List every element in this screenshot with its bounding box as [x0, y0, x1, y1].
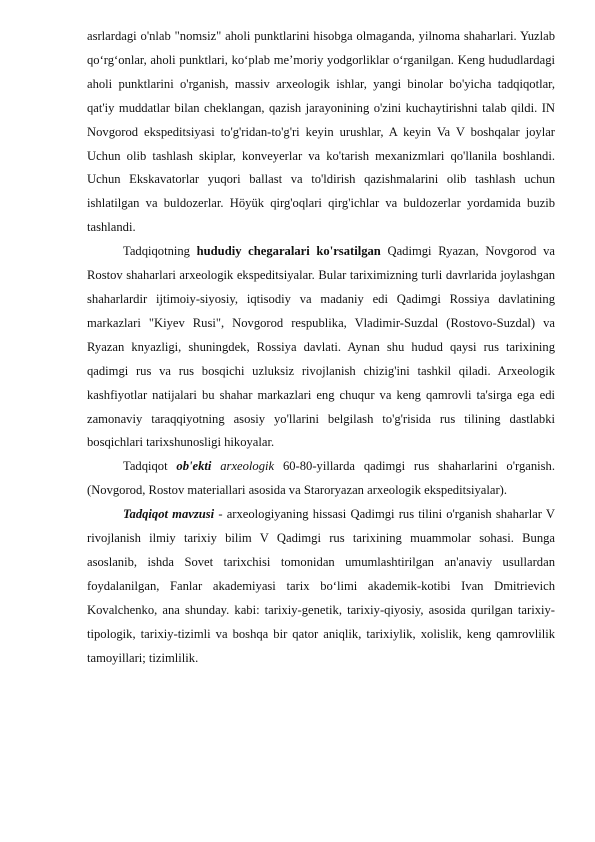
paragraph-1	[87, 25, 555, 240]
paragraph-4	[87, 503, 555, 670]
paragraph-2-lead: Tadqiqotning	[123, 244, 197, 259]
paragraph-3-term: ob'ekti	[176, 459, 212, 474]
paragraph-3	[87, 455, 555, 503]
document-page	[87, 25, 555, 670]
paragraph-2	[87, 240, 555, 455]
paragraph-2-body: Qadimgi Ryazan, Novgorod va Rostov shaharlari arxeologik ekspeditsiyalar. Bular tariximizning turli davrlarida joylashgan shaharlardir ijtimoiy-siyosiy, iqtisodiy va madaniy edi Qadimgi Rossiya davlatining markazlari "Kiyev Rusi", Novgorod respublika, Vladimir-Suzdal (Rostovo-Suzdal) va Ryazan knyazligi, shuningdek, Rossiya davlati. Aynan shu hudud qaysi rus tarixining qadimgi rus va rus bosqichi uzluksiz rivojlanish chizig'ini tashkil qiladi. Arxeologik kashfiyotlar natijalari bu shahar markazlari eng chuqur va keng qamrovli ta'sirga ega edi zamonaviy taraqqiyotning asosiy yo'llarini belgilash to'g'risida rus tilining dastlabki bosqichlari tarixshunosligi hikoyalar.	[87, 244, 555, 450]
paragraph-1-text: asrlardagi o'nlab "nomsiz" aholi punktlarini hisobga olmaganda, yilnoma shaharlari. Yuzlab qoʻrgʻonlar, aholi punktlari, koʻplab meʼmoriy yodgorliklar oʻrganilgan. Keng hududlardagi aholi punktlarini o'rganish, massiv arxeologik ishlar, yangi binolar bo'yicha tadqiqotlar, qat'iy muddatlar bilan cheklangan, qazish jarayonining o'zini kuchaytirishni talab qildi. IN Novgorod ekspeditsiyasi to'g'ridan-to'g'ri keyin urushlar, A keyin Va V boshqalar joylar Uchun olib tashlash skiplar, konveyerlar va ko'tarish mexanizmlari qo'llanila boshlandi. Uchun Ekskavatorlar yuqori ballast va to'ldirish qazishmalarini olib tashlash uchun ishlatilgan va buldozerlar. Höyük qirg'oqlari qirg'ichlar va buldozerlar yordamida buzib tashlandi.	[87, 29, 555, 235]
paragraph-2-emphasis: hududiy chegaralari ko'rsatilgan	[196, 244, 381, 259]
paragraph-3-italic: arxeologik	[211, 459, 275, 474]
paragraph-4-term: Tadqiqot mavzusi	[123, 507, 215, 522]
paragraph-3-lead: Tadqiqot	[123, 459, 177, 474]
paragraph-3-body: 60-80-yillarda qadimgi rus shaharlarini o'rganish. (Novgorod, Rostov materiallari asosida va Staroryazan arxeologik ekspeditsiyalar).	[87, 459, 555, 498]
paragraph-4-body: - arxeologiyaning hissasi Qadimgi rus tilini o'rganish shaharlar V rivojlanish ilmiy tarixiy bilim V Qadimgi rus tarixining muammolar sohasi. Bunga asoslanib, ishda Sovet tarixchisi tomonidan umumlashtirilgan an'anaviy usullardan foydalanilgan, Fanlar akademiyasi tarix boʻlimi akademik-kotibi Ivan Dmitrievich Kovalchenko, ana shunday. kabi: tarixiy-genetik, tarixiy-qiyosiy, asosida qurilgan tarixiy-tipologik, tarixiy-tizimli va boshqa bir qator aniqlik, tarixiylik, xolislik, keng qamrovlilik tamoyillari; tizimlilik.	[87, 507, 556, 665]
